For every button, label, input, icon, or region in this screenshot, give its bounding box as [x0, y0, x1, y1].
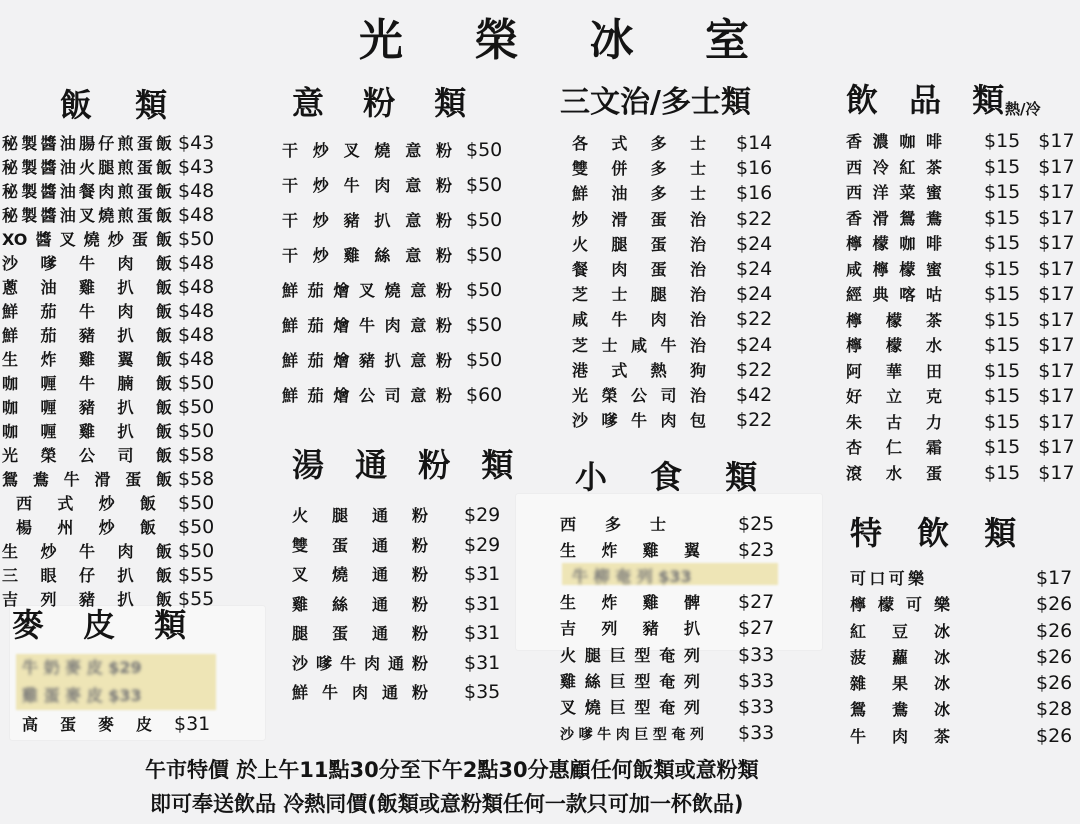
item-price: $48 — [178, 324, 215, 346]
item-name: 干炒牛肉意粉 — [282, 176, 452, 195]
item-name: 火腿通粉 — [292, 506, 428, 525]
item-name: 西冷紅茶 — [846, 157, 942, 177]
menu-item — [2, 491, 214, 515]
pasta-heading: 意 粉 類 — [292, 84, 481, 122]
menu-item — [846, 461, 1075, 487]
drinks-heading: 飲 品 類 — [846, 81, 1015, 119]
item-price-hot: $15 — [984, 436, 1021, 458]
item-name: 餐肉蛋治 — [572, 259, 706, 279]
menu-item — [292, 590, 500, 620]
item-name: 鮮油多士 — [572, 184, 706, 204]
item-name: 腿蛋通粉 — [292, 624, 428, 643]
menu-item — [846, 435, 1075, 461]
item-price: $50 — [466, 349, 503, 371]
item-price: $50 — [178, 492, 215, 514]
menu-item — [850, 696, 1072, 722]
special-drinks-heading: 特 飲 類 — [850, 514, 1029, 552]
item-name: 生炸雞翼 — [560, 541, 700, 560]
item-name: 咖喱牛腩飯 — [2, 374, 172, 393]
menu-item — [292, 678, 500, 708]
item-price: $26 — [1036, 672, 1073, 695]
sandwich-list — [572, 131, 772, 433]
item-name: 西式炒飯 — [16, 494, 156, 513]
menu-item — [292, 619, 500, 649]
restaurant-title: 光 榮 冰 室 — [359, 15, 777, 66]
item-price: $42 — [736, 383, 773, 406]
item-name: 沙嗲牛肉包 — [572, 411, 706, 431]
item-price-hot: $15 — [984, 283, 1021, 305]
item-name: 生炸雞髀 — [560, 593, 700, 612]
item-name: 干炒叉燒意粉 — [282, 141, 452, 160]
item-name: 鮮茄燴叉燒意粉 — [282, 281, 452, 300]
item-price: $50 — [466, 314, 503, 336]
menu-item — [850, 618, 1072, 644]
item-price: $16 — [736, 157, 773, 180]
item-name: 阿華田 — [846, 361, 942, 381]
menu-item — [846, 359, 1075, 385]
item-price-cold: $17 — [1038, 385, 1075, 407]
menu-item — [2, 371, 214, 395]
item-name: 沙嗲牛肉通粉 — [292, 653, 428, 673]
item-price-cold: $17 — [1038, 232, 1075, 254]
item-price: $14 — [736, 132, 773, 154]
item-price: $33 — [738, 643, 775, 666]
item-price: $55 — [178, 588, 215, 610]
item-price: $31 — [464, 592, 501, 615]
sandwich-heading: 三文治/多士類 — [560, 85, 751, 120]
item-name: 紅豆冰 — [850, 621, 950, 641]
item-price: $58 — [178, 468, 215, 490]
menu-item — [2, 347, 214, 371]
menu-item — [2, 467, 214, 491]
menu-item — [282, 133, 502, 168]
item-price-hot: $15 — [984, 232, 1021, 254]
item-name: 港式熱狗 — [572, 360, 706, 380]
menu-item — [2, 563, 214, 587]
item-price: $55 — [178, 564, 215, 586]
menu-item — [846, 384, 1075, 410]
item-name: 生炸雞翼飯 — [2, 350, 172, 369]
item-price-cold: $17 — [1038, 283, 1075, 305]
covered-oatmeal-item: 雞 蛋 麥 皮 $33 — [22, 686, 142, 705]
menu-item — [2, 203, 214, 227]
oatmeal-list — [22, 712, 210, 736]
item-name: 楊州炒飯 — [16, 518, 156, 537]
item-price-hot: $15 — [984, 206, 1021, 229]
item-price: $17 — [1036, 567, 1073, 589]
macaroni-list — [292, 501, 500, 708]
snacks-list-continued — [560, 589, 774, 747]
menu-item — [292, 501, 500, 531]
item-name: 鴛鴦牛滑蛋飯 — [2, 470, 172, 489]
item-price-hot: $15 — [984, 308, 1021, 331]
item-price: $50 — [178, 396, 215, 418]
item-name: 雙蛋通粉 — [292, 535, 428, 555]
item-name: 秘製醬油腸仔煎蛋飯 — [2, 134, 172, 153]
menu-item — [850, 591, 1072, 617]
item-price-cold: $17 — [1038, 410, 1075, 433]
item-price-hot: $15 — [984, 334, 1021, 356]
item-name: 香濃咖啡 — [846, 132, 942, 151]
menu-item — [846, 333, 1075, 359]
item-price: $29 — [464, 533, 501, 556]
item-price-cold: $17 — [1038, 155, 1075, 178]
item-price: $43 — [178, 132, 215, 154]
item-name: 炒滑蛋治 — [572, 209, 706, 229]
item-price: $27 — [738, 617, 775, 640]
item-name: 雞絲通粉 — [292, 594, 428, 614]
item-name: 生炒牛肉飯 — [2, 542, 172, 561]
item-price-cold: $17 — [1038, 461, 1075, 484]
item-price: $22 — [736, 358, 773, 381]
menu-item — [846, 206, 1075, 232]
menu-item — [560, 589, 774, 615]
item-name: 檸檬可樂 — [850, 595, 950, 615]
item-price: $50 — [466, 244, 503, 266]
menu-item — [846, 180, 1075, 206]
item-name: 沙嗲牛肉巨型奄列 — [560, 727, 704, 744]
menu-item — [282, 168, 502, 203]
item-name: 朱古力 — [846, 412, 942, 432]
item-price-hot: $15 — [984, 461, 1021, 484]
item-name: 鴛鴦冰 — [850, 700, 950, 720]
item-price: $60 — [466, 384, 503, 406]
item-name: 鮮茄燴豬扒意粉 — [282, 351, 452, 370]
item-price: $33 — [738, 669, 775, 692]
menu-item — [572, 257, 772, 282]
menu-item — [2, 419, 214, 443]
item-name: 經典喀咕 — [846, 285, 942, 304]
menu-item — [2, 299, 214, 323]
menu-item — [2, 395, 214, 419]
covered-snack-item: 牛 柳 奄 列 $33 — [572, 567, 692, 586]
item-name: 鮮茄燴牛肉意粉 — [282, 316, 452, 335]
item-name: 雞絲巨型奄列 — [560, 671, 700, 691]
item-name: 雙併多士 — [572, 159, 706, 179]
item-name: 咸檸檬蜜 — [846, 259, 942, 279]
item-name: 好立克 — [846, 387, 942, 406]
menu-item — [292, 531, 500, 561]
item-name: 秘製醬油餐肉煎蛋飯 — [2, 182, 172, 201]
menu-item — [2, 155, 214, 179]
item-price: $35 — [464, 681, 501, 703]
menu-item — [572, 282, 772, 307]
hot-cold-label: 熱/冷 — [1005, 100, 1041, 118]
item-price: $48 — [178, 348, 215, 370]
item-price: $27 — [738, 591, 775, 613]
drinks-list — [846, 129, 1075, 486]
item-price-hot: $15 — [984, 257, 1021, 280]
item-name: 吉列豬扒飯 — [2, 590, 172, 609]
menu-item — [572, 156, 772, 181]
item-price-hot: $15 — [984, 385, 1021, 407]
menu-item — [846, 410, 1075, 436]
covered-oatmeal-item: 牛 奶 麥 皮 $29 — [22, 658, 142, 677]
menu-item — [846, 155, 1075, 181]
menu-item — [282, 378, 502, 413]
item-name: 香滑鴛鴦 — [846, 208, 942, 228]
item-name: 菠蘿冰 — [850, 647, 950, 667]
oatmeal-heading: 麥 皮 類 — [12, 606, 201, 644]
item-price: $22 — [736, 308, 773, 331]
item-price-cold: $17 — [1038, 257, 1075, 280]
menu-item — [850, 644, 1072, 670]
item-price-hot: $15 — [984, 155, 1021, 178]
menu-item — [22, 712, 210, 736]
item-name: 鮮茄豬扒飯 — [2, 326, 172, 345]
item-name: 叉燒通粉 — [292, 565, 428, 584]
item-price: $25 — [738, 513, 775, 535]
item-name: 檸檬茶 — [846, 310, 942, 330]
menu-item — [572, 358, 772, 383]
item-price: $26 — [1036, 619, 1073, 642]
item-price-cold: $17 — [1038, 181, 1075, 203]
item-price: $50 — [466, 139, 503, 161]
menu-item — [850, 670, 1072, 696]
item-price: $24 — [736, 232, 773, 255]
item-name: 牛肉茶 — [850, 726, 950, 746]
menu-item — [2, 251, 214, 275]
item-price: $43 — [178, 156, 215, 178]
lunch-promo-line-2: 即可奉送飲品 冷熱同價(飯類或意粉類任何一款只可加一杯飲品) — [150, 792, 744, 816]
item-price: $48 — [178, 204, 215, 226]
item-name: 秘製醬油叉燒煎蛋飯 — [2, 206, 172, 225]
item-name: 秘製醬油火腿煎蛋飯 — [2, 158, 172, 177]
item-price: $58 — [178, 444, 215, 466]
item-price-cold: $17 — [1038, 436, 1075, 458]
item-name: 鮮牛肉通粉 — [292, 683, 428, 702]
menu-item — [292, 560, 500, 590]
item-price: $50 — [178, 372, 215, 394]
menu-item — [2, 515, 214, 539]
menu-item — [560, 537, 774, 563]
menu-item — [572, 207, 772, 232]
menu-item — [2, 587, 214, 611]
item-price-cold: $17 — [1038, 206, 1075, 229]
menu-item — [2, 443, 214, 467]
menu-item — [282, 203, 502, 238]
item-name: 蔥油雞扒飯 — [2, 278, 172, 297]
item-price: $50 — [466, 174, 503, 196]
special-drinks-list — [850, 565, 1072, 749]
item-name: 鮮茄牛肉飯 — [2, 302, 172, 321]
item-price: $28 — [1036, 698, 1073, 721]
item-price-cold: $17 — [1038, 130, 1075, 152]
item-name: 干炒豬扒意粉 — [282, 211, 452, 230]
item-price: $31 — [464, 563, 501, 585]
menu-item — [2, 275, 214, 299]
menu-item — [572, 232, 772, 257]
snacks-list — [560, 511, 774, 563]
menu-item — [846, 282, 1075, 308]
menu-item — [560, 668, 774, 694]
item-price: $24 — [736, 333, 773, 356]
item-name: 吉列豬扒 — [560, 619, 700, 639]
menu-item — [2, 227, 214, 251]
item-price: $24 — [736, 257, 773, 280]
item-price: $50 — [178, 516, 215, 538]
item-name: 鮮茄燴公司意粉 — [282, 386, 452, 405]
item-name: 可口可樂 — [850, 569, 924, 588]
menu-item — [572, 131, 772, 156]
item-name: 光榮公司治 — [572, 385, 706, 405]
item-name: XO醬叉燒炒蛋飯 — [2, 230, 172, 249]
item-price: $16 — [736, 182, 773, 205]
menu-item — [846, 257, 1075, 283]
menu-item — [282, 273, 502, 308]
item-price: $50 — [178, 420, 215, 442]
item-price: $48 — [178, 252, 215, 274]
item-name: 咸牛肉治 — [572, 310, 706, 330]
menu-item — [282, 343, 502, 378]
menu-item — [2, 131, 214, 155]
menu-item — [572, 408, 772, 433]
item-name: 火腿蛋治 — [572, 234, 706, 254]
rice-list — [2, 131, 214, 611]
item-price: $33 — [738, 696, 775, 719]
item-price-cold: $17 — [1038, 334, 1075, 356]
item-name: 三眼仔扒飯 — [2, 566, 172, 585]
item-name: 芝士咸牛治 — [572, 335, 706, 355]
menu-item — [846, 308, 1075, 334]
item-name: 檸檬水 — [846, 336, 942, 355]
item-price: $48 — [178, 276, 215, 298]
item-name: 西多士 — [560, 515, 666, 534]
item-name: 光榮公司飯 — [2, 446, 172, 465]
menu-item — [572, 383, 772, 408]
pasta-list — [282, 133, 502, 413]
item-name: 杏仁霜 — [846, 438, 942, 457]
item-price: $33 — [738, 722, 775, 745]
item-price: $22 — [736, 207, 773, 230]
menu-item — [572, 307, 772, 332]
item-price-hot: $15 — [984, 410, 1021, 433]
item-name: 芝士腿治 — [572, 285, 706, 305]
snacks-heading: 小 食 類 — [575, 458, 774, 496]
item-price-hot: $15 — [984, 181, 1021, 203]
item-price: $31 — [464, 622, 501, 644]
item-price: $50 — [178, 540, 215, 562]
rice-heading: 飯 類 — [60, 86, 184, 124]
lunch-promo-line-1: 午市特價 於上午11點30分至下午2點30分惠顧任何飯類或意粉類 — [145, 758, 759, 782]
menu-item — [2, 539, 214, 563]
item-price: $31 — [174, 713, 211, 735]
item-price-cold: $17 — [1038, 359, 1075, 382]
menu-item — [2, 323, 214, 347]
item-name: 沙嗲牛肉飯 — [2, 254, 172, 273]
menu-item — [560, 615, 774, 641]
menu-item — [572, 333, 772, 358]
item-price-hot: $15 — [984, 359, 1021, 382]
item-price: $31 — [464, 651, 501, 674]
item-price: $48 — [178, 300, 215, 322]
item-name: 各式多士 — [572, 134, 706, 153]
item-price: $50 — [178, 228, 215, 250]
menu-item — [560, 511, 774, 537]
item-name: 高蛋麥皮 — [22, 715, 152, 734]
item-price: $26 — [1036, 593, 1073, 616]
menu-item — [282, 238, 502, 273]
macaroni-heading: 湯 通 粉 類 — [292, 446, 524, 484]
item-price-hot: $15 — [984, 130, 1021, 152]
menu-item — [292, 649, 500, 679]
item-price: $24 — [736, 283, 773, 306]
menu-item — [560, 694, 774, 720]
menu-item — [560, 642, 774, 668]
item-price: $22 — [736, 409, 773, 432]
menu-item — [572, 181, 772, 206]
item-name: 滾水蛋 — [846, 463, 942, 483]
item-name: 咖喱豬扒飯 — [2, 398, 172, 417]
item-name: 叉燒巨型奄列 — [560, 698, 700, 718]
menu-item — [560, 720, 774, 746]
menu-item — [850, 723, 1072, 749]
menu-item — [846, 129, 1075, 155]
item-price-cold: $17 — [1038, 308, 1075, 331]
item-price: $26 — [1036, 724, 1073, 747]
item-name: 干炒雞絲意粉 — [282, 246, 452, 265]
menu-item — [846, 231, 1075, 257]
item-name: 雜果冰 — [850, 674, 950, 694]
item-price: $50 — [466, 209, 503, 231]
item-price: $23 — [738, 539, 775, 561]
menu-item — [850, 565, 1072, 591]
menu-item — [2, 179, 214, 203]
item-price: $50 — [466, 279, 503, 301]
item-price: $29 — [464, 504, 501, 526]
item-name: 西洋菜蜜 — [846, 183, 942, 202]
item-price: $48 — [178, 180, 215, 202]
item-price: $26 — [1036, 645, 1073, 668]
item-name: 火腿巨型奄列 — [560, 645, 700, 665]
menu-item — [282, 308, 502, 343]
item-name: 咖喱雞扒飯 — [2, 422, 172, 441]
item-name: 檸檬咖啡 — [846, 234, 942, 253]
